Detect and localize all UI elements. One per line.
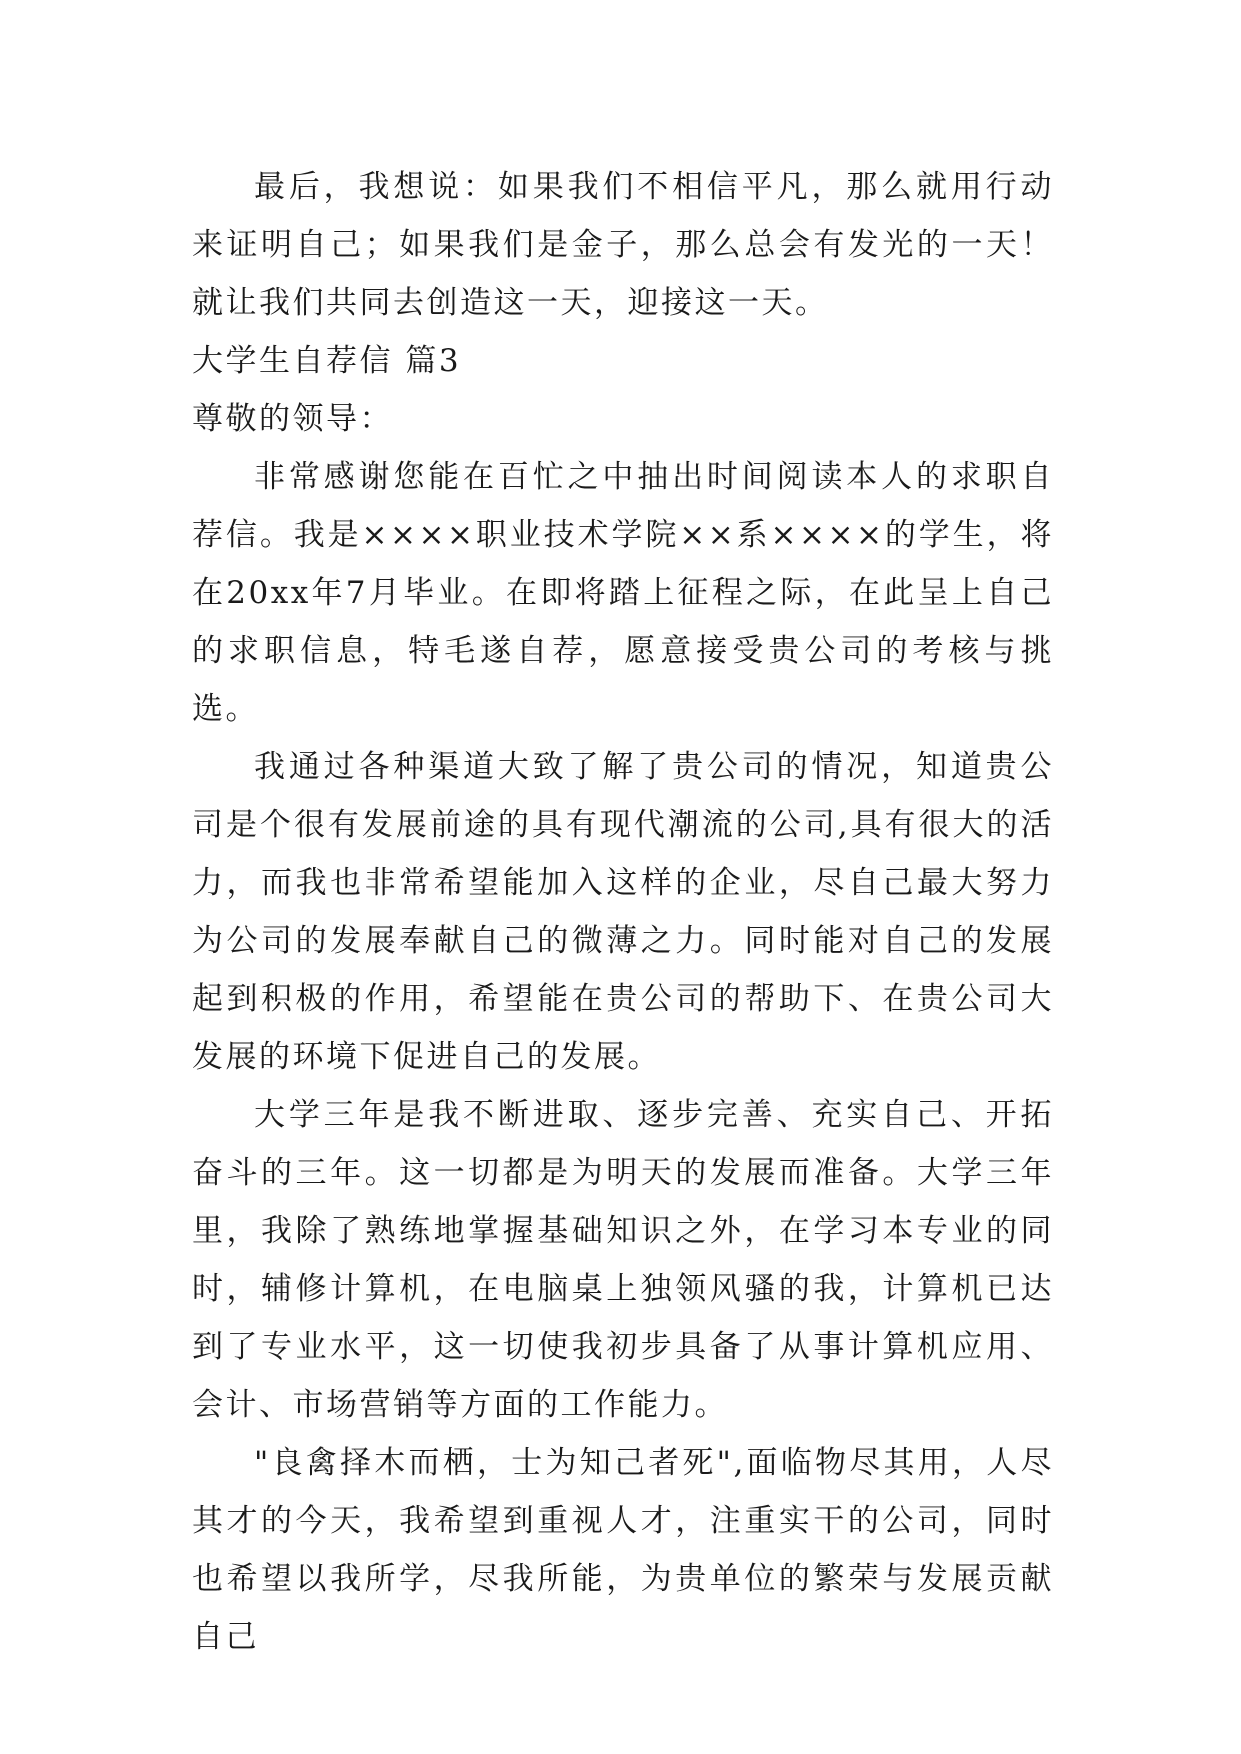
closing-paragraph: 最后，我想说：如果我们不相信平凡，那么就用行动来证明自己；如果我们是金子，那么总会有发光的一天！就让我们共同去创造这一天，迎接这一天。 xyxy=(192,169,1054,321)
body-paragraph: 非常感谢您能在百忙之中抽出时间阅读本人的求职自荐信。我是××××职业技术学院××系××××的学生，将在20xx年7月毕业。在即将踏上征程之际，在此呈上自己的求职信息，特毛遂自荐，愿意接受贵公司的考核与挑选。 xyxy=(192,459,1054,727)
section-heading: 大学生自荐信 篇3 xyxy=(192,343,462,379)
body-paragraph: "良禽择木而栖，士为知己者死",面临物尽其用，人尽其才的今天，我希望到重视人才，注重实干的公司，同时也希望以我所学，尽我所能，为贵单位的繁荣与发展贡献自己 xyxy=(192,1445,1054,1655)
document-body xyxy=(192,158,1054,1666)
body-paragraph: 我通过各种渠道大致了解了贵公司的情况，知道贵公司是个很有发展前途的具有现代潮流的公司,具有很大的活力，而我也非常希望能加入这样的企业，尽自己最大努力为公司的发展奉献自己的微薄之力。同时能对自己的发展起到积极的作用，希望能在贵公司的帮助下、在贵公司大发展的环境下促进自己的发展。 xyxy=(192,749,1054,1075)
body-paragraph: 大学三年是我不断进取、逐步完善、充实自己、开拓奋斗的三年。这一切都是为明天的发展而准备。大学三年里，我除了熟练地掌握基础知识之外，在学习本专业的同时，辅修计算机，在电脑桌上独领风骚的我，计算机已达到了专业水平，这一切使我初步具备了从事计算机应用、会计、市场营销等方面的工作能力。 xyxy=(192,1097,1054,1423)
salutation: 尊敬的领导： xyxy=(192,401,393,437)
